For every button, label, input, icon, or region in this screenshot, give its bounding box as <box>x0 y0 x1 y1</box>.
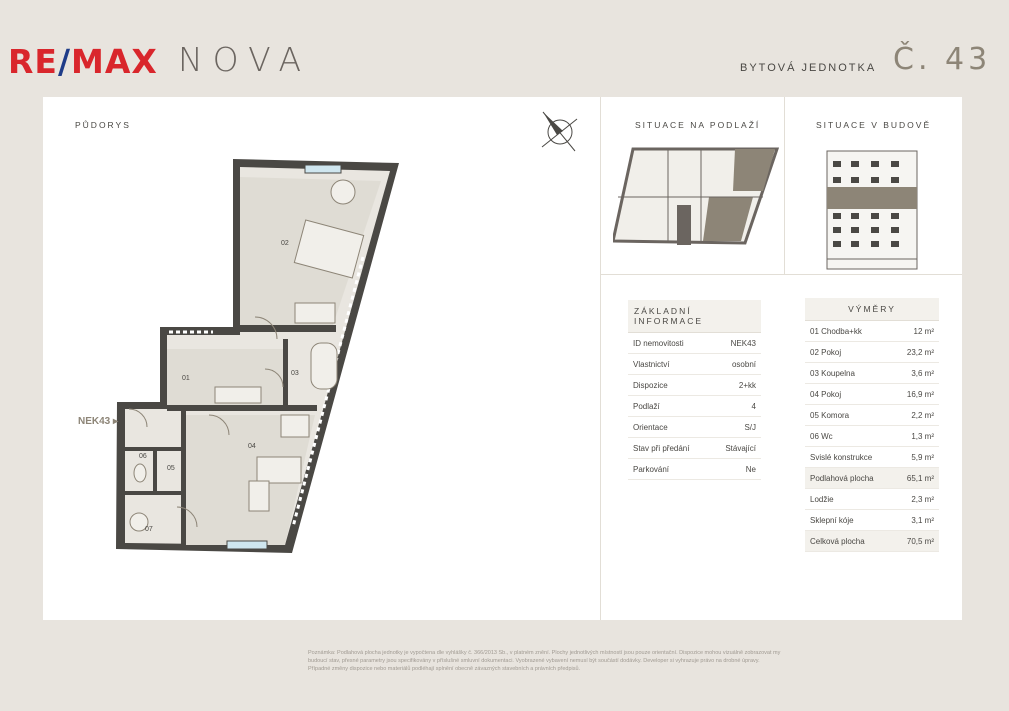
row-label: Vlastnictví <box>628 354 709 375</box>
table-row <box>628 417 761 438</box>
row-label: Podlahová plocha <box>805 468 894 489</box>
basic-info-title: ZÁKLADNÍ INFORMACE <box>628 300 761 333</box>
row-label: 02 Pokoj <box>805 342 894 363</box>
table-row <box>628 354 761 375</box>
table-row <box>805 363 939 384</box>
areas-title: VÝMĚRY <box>805 298 939 321</box>
row-label: 03 Koupelna <box>805 363 894 384</box>
divider <box>784 97 785 274</box>
row-label: Celková plocha <box>805 531 894 552</box>
footnote <box>308 649 868 673</box>
plan-sheet <box>43 97 962 620</box>
row-label: 06 Wc <box>805 426 894 447</box>
row-label: ID nemovitosti <box>628 333 709 354</box>
row-value: 4 <box>709 396 761 417</box>
room-label: 06 <box>139 453 147 460</box>
room-label: 02 <box>281 240 289 247</box>
table-row <box>628 438 761 459</box>
row-label: Orientace <box>628 417 709 438</box>
floor-plan <box>43 97 600 620</box>
table-row <box>805 426 939 447</box>
footnote-line: Případné změny dispozice nebo materiálů podléhají splnění obecně závazných stavebních a právních předpisů. <box>308 666 581 672</box>
table-row <box>805 447 939 468</box>
row-label: Parkování <box>628 459 709 480</box>
plan-caption: PŮDORYS <box>75 120 131 130</box>
row-value: 23,2 m² <box>894 342 939 363</box>
row-label: Sklepní kóje <box>805 510 894 531</box>
table-row <box>805 321 939 342</box>
table-row <box>805 342 939 363</box>
areas-table <box>805 298 939 552</box>
footnote-line: budoucí stav, přesné parametry jsou specifikovány v příslušné smluvní dokumentaci. Vyobrazené vybavení nemusí být součástí dodávky. Developer si vyhrazuje právo na drobné úpravy. <box>308 658 760 664</box>
table-row <box>628 396 761 417</box>
unit-label: BYTOVÁ JEDNOTKA <box>740 62 877 74</box>
table-row <box>805 405 939 426</box>
room-label: 05 <box>167 465 175 472</box>
row-value: 16,9 m² <box>894 384 939 405</box>
table-row <box>805 384 939 405</box>
row-value: 65,1 m² <box>894 468 939 489</box>
agency-logo-slash: / <box>57 42 72 81</box>
table-row <box>805 531 939 552</box>
table-row <box>628 333 761 354</box>
row-value: 2+kk <box>709 375 761 396</box>
row-value: Ne <box>709 459 761 480</box>
row-value: 12 m² <box>894 321 939 342</box>
room-label: 01 <box>182 375 190 382</box>
row-value: 1,3 m² <box>894 426 939 447</box>
row-value: S/J <box>709 417 761 438</box>
row-label: 01 Chodba+kk <box>805 321 894 342</box>
row-value: 3,1 m² <box>894 510 939 531</box>
unit-number: Č. 43 <box>893 42 992 77</box>
room-label: 03 <box>291 370 299 377</box>
divider <box>600 274 962 275</box>
unit-tag-text: NEK43 <box>78 416 111 427</box>
row-value: 70,5 m² <box>894 531 939 552</box>
floor-situation-caption: SITUACE NA PODLAŽÍ <box>635 120 761 130</box>
table-row <box>805 510 939 531</box>
row-label: Svislé konstrukce <box>805 447 894 468</box>
row-value: 2,2 m² <box>894 405 939 426</box>
footnote-line: Poznámka: Podlahová plocha jednotky je vypočtena dle vyhlášky č. 366/2013 Sb., v platném znění. Plochy jednotlivých místností jsou pouze orientační. Dispozice mohou vizuálně zobrazovat my <box>308 650 781 656</box>
agency-logo-max: MAX <box>71 42 158 81</box>
row-label: 05 Komora <box>805 405 894 426</box>
table-row <box>805 489 939 510</box>
row-value: 2,3 m² <box>894 489 939 510</box>
table-row <box>628 459 761 480</box>
unit-tag: NEK43 ▸ <box>78 416 119 427</box>
agency-logo <box>8 42 158 81</box>
divider <box>600 97 601 620</box>
building-elevation <box>825 147 919 271</box>
row-value: osobní <box>709 354 761 375</box>
row-label: Lodžie <box>805 489 894 510</box>
row-value: Stávající <box>709 438 761 459</box>
agency-logo-re: RE <box>8 42 58 81</box>
room-label: 07 <box>145 526 153 533</box>
row-value: 3,6 m² <box>894 363 939 384</box>
project-logo: NOVA <box>178 40 312 79</box>
row-label: 04 Pokoj <box>805 384 894 405</box>
row-label: Stav při předání <box>628 438 709 459</box>
row-label: Podlaží <box>628 396 709 417</box>
room-label: 04 <box>248 443 256 450</box>
table-row <box>628 375 761 396</box>
building-situation-caption: SITUACE V BUDOVĚ <box>816 120 932 130</box>
row-value: NEK43 <box>709 333 761 354</box>
row-value: 5,9 m² <box>894 447 939 468</box>
floor-situation-plan <box>613 147 779 257</box>
basic-info-table <box>628 300 761 480</box>
table-row <box>805 468 939 489</box>
row-label: Dispozice <box>628 375 709 396</box>
